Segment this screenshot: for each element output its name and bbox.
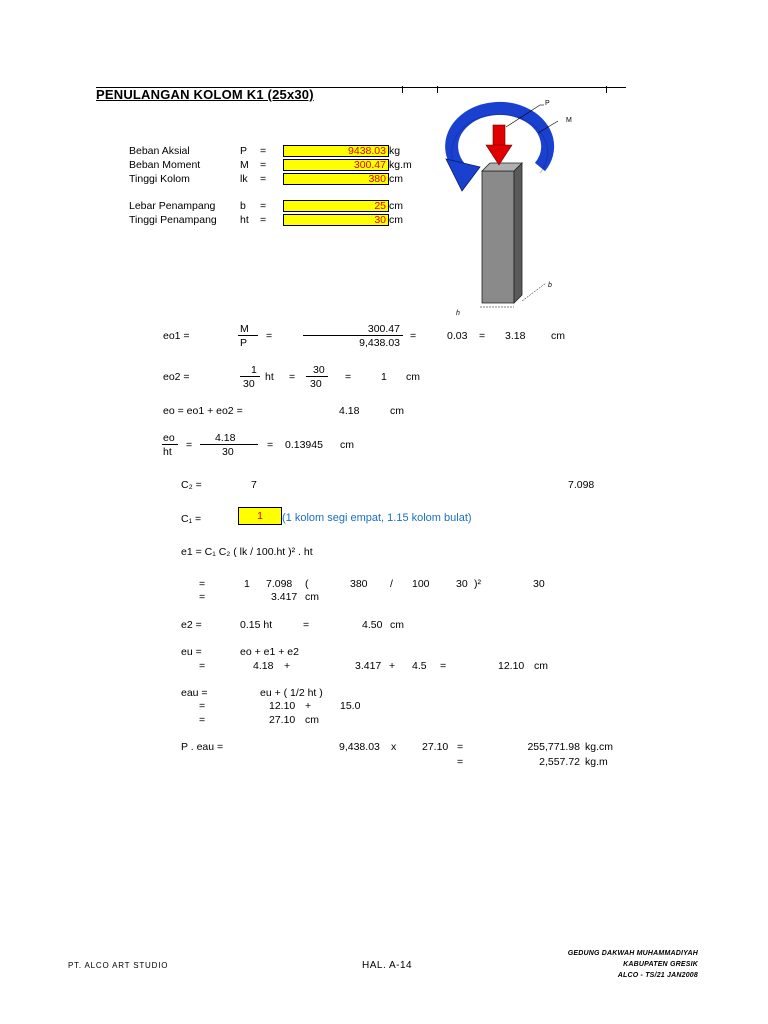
fraction-bar bbox=[200, 444, 258, 445]
e1-p1: ( bbox=[305, 578, 309, 590]
input-value-ht[interactable]: 30 bbox=[283, 214, 389, 226]
eo-formula: eo = eo1 + eo2 = bbox=[163, 405, 243, 417]
c1-label: C₁ = bbox=[181, 513, 202, 525]
input-symbol: b bbox=[240, 200, 246, 212]
eau-b: 15.0 bbox=[340, 700, 361, 712]
eo2-val: 1 bbox=[381, 371, 387, 383]
footer-ref: ALCO - TS/21 JAN2008 bbox=[617, 972, 698, 979]
eo1-unit: cm bbox=[551, 330, 565, 342]
e1-p2: )² bbox=[474, 578, 481, 590]
header-tick bbox=[437, 86, 438, 93]
ratio-vnum: 4.18 bbox=[215, 432, 236, 444]
input-unit: kg bbox=[389, 145, 401, 157]
eu-expr: eo + e1 + e2 bbox=[240, 646, 299, 658]
c2-right: 7.098 bbox=[568, 479, 595, 491]
fraction-bar bbox=[238, 335, 258, 336]
eo1-v2: 3.18 bbox=[505, 330, 526, 342]
eau-val: 27.10 bbox=[269, 714, 296, 726]
input-unit: cm bbox=[389, 173, 403, 185]
eo1-label: eo1 = bbox=[163, 330, 190, 342]
input-symbol: ht bbox=[240, 214, 249, 226]
e1-slash: / bbox=[390, 578, 393, 590]
peau-unit1: kg.cm bbox=[585, 741, 614, 753]
footer-project: GEDUNG DAKWAH MUHAMMADIYAH bbox=[567, 950, 698, 957]
eo1-vnum: 300.47 bbox=[367, 323, 400, 335]
eu-plus1: + bbox=[284, 660, 291, 672]
e1-unit: cm bbox=[305, 591, 319, 603]
ratio-eq: = bbox=[186, 439, 193, 451]
peau-val2: 2,557.72 bbox=[539, 756, 580, 768]
e1-d: 100 bbox=[412, 578, 430, 590]
input-eq: = bbox=[260, 214, 267, 226]
input-unit: cm bbox=[389, 200, 403, 212]
e2-expr: 0.15 ht bbox=[240, 619, 273, 631]
eo1-vden: 9,438.03 bbox=[359, 337, 400, 349]
eu-b: 3.417 bbox=[355, 660, 382, 672]
peau-e: 27.10 bbox=[422, 741, 449, 753]
eo1-eq: = bbox=[266, 330, 273, 342]
ratio-unit: cm bbox=[340, 439, 354, 451]
e1-eq2: = bbox=[199, 591, 206, 603]
peau-x: x bbox=[391, 741, 397, 753]
peau-unit2: kg.m bbox=[585, 756, 608, 768]
eu-eq2: = bbox=[440, 660, 447, 672]
eo2-num: 1 bbox=[251, 364, 257, 376]
figure-label-b: b bbox=[548, 282, 552, 289]
input-symbol: lk bbox=[240, 173, 248, 185]
input-label: Lebar Penampang bbox=[129, 200, 216, 212]
page-title: PENULANGAN KOLOM K1 (25x30) bbox=[96, 87, 314, 102]
input-eq: = bbox=[260, 159, 267, 171]
input-label: Tinggi Penampang bbox=[129, 214, 217, 226]
eu-a: 4.18 bbox=[253, 660, 274, 672]
eau-unit: cm bbox=[305, 714, 319, 726]
input-eq: = bbox=[260, 145, 267, 157]
eo-unit: cm bbox=[390, 405, 404, 417]
eo2-label: eo2 = bbox=[163, 371, 190, 383]
e1-c2: 7.098 bbox=[266, 578, 293, 590]
eu-val: 12.10 bbox=[498, 660, 525, 672]
c2-label: C₂ = bbox=[181, 479, 202, 491]
peau-eq: = bbox=[457, 741, 464, 753]
ratio-den: ht bbox=[163, 446, 172, 458]
eau-plus: + bbox=[305, 700, 312, 712]
eu-plus2: + bbox=[389, 660, 396, 672]
fraction-bar bbox=[306, 376, 328, 377]
peau-label: P . eau = bbox=[181, 741, 224, 753]
c2-val: 7 bbox=[251, 479, 257, 491]
eo2-unit: cm bbox=[406, 371, 420, 383]
header-rule bbox=[96, 87, 626, 88]
peau-eq2: = bbox=[457, 756, 464, 768]
header-tick bbox=[606, 86, 607, 93]
column-side-face bbox=[514, 163, 522, 303]
ratio-num: eo bbox=[163, 432, 175, 444]
eau-eq2: = bbox=[199, 714, 206, 726]
e1-formula: e1 = C₁ C₂ ( lk / 100.ht )² . ht bbox=[181, 546, 313, 558]
ratio-vden: 30 bbox=[222, 446, 234, 458]
eau-label: eau = bbox=[181, 687, 208, 699]
axial-load-arrow-icon bbox=[493, 125, 505, 147]
input-unit: cm bbox=[389, 214, 403, 226]
e2-val: 4.50 bbox=[362, 619, 383, 631]
fraction-bar bbox=[240, 376, 260, 377]
eo1-eq2: = bbox=[410, 330, 417, 342]
input-symbol: M bbox=[240, 159, 249, 171]
eo1-num: M bbox=[240, 323, 249, 335]
eu-eq: = bbox=[199, 660, 206, 672]
eau-a: 12.10 bbox=[269, 700, 296, 712]
e1-eq1: = bbox=[199, 578, 206, 590]
eo1-den: P bbox=[240, 337, 248, 349]
fraction-bar bbox=[303, 335, 403, 336]
footer-location: KABUPATEN GRESIK bbox=[623, 961, 698, 968]
moment-arrowhead-icon bbox=[446, 159, 480, 191]
e1-result: 3.417 bbox=[271, 591, 298, 603]
eo2-eq2: = bbox=[345, 371, 352, 383]
input-eq: = bbox=[260, 173, 267, 185]
input-label: Tinggi Kolom bbox=[129, 173, 190, 185]
eo1-eq3: = bbox=[479, 330, 486, 342]
peau-p: 9,438.03 bbox=[339, 741, 380, 753]
footer-page: HAL. A-14 bbox=[362, 960, 413, 971]
eo-val: 4.18 bbox=[339, 405, 360, 417]
e2-label: e2 = bbox=[181, 619, 202, 631]
e2-unit: cm bbox=[390, 619, 404, 631]
figure-label-p: P bbox=[545, 100, 550, 107]
input-value-p[interactable]: 9438.03 bbox=[283, 145, 389, 157]
eau-expr: eu + ( 1/2 ht ) bbox=[260, 687, 323, 699]
input-value-m[interactable]: 300.47 bbox=[283, 159, 389, 171]
e1-c1: 1 bbox=[244, 578, 250, 590]
eu-c: 4.5 bbox=[412, 660, 427, 672]
e1-ht2: 30 bbox=[533, 578, 545, 590]
input-symbol: P bbox=[240, 145, 248, 157]
e1-lk: 380 bbox=[350, 578, 368, 590]
eu-unit: cm bbox=[534, 660, 548, 672]
e1-ht: 30 bbox=[456, 578, 468, 590]
eo1-v1: 0.03 bbox=[447, 330, 468, 342]
c1-input[interactable]: 1 bbox=[238, 507, 282, 525]
input-unit: kg.m bbox=[389, 159, 412, 171]
column-front-face bbox=[482, 171, 514, 303]
ratio-val: 0.13945 bbox=[285, 439, 323, 451]
figure-label-m: M bbox=[566, 117, 572, 124]
footer-company: PT. ALCO ART STUDIO bbox=[68, 961, 169, 970]
eo2-eq: = bbox=[289, 371, 296, 383]
fraction-bar bbox=[162, 444, 178, 445]
figure-label-h: h bbox=[456, 310, 460, 317]
input-label: Beban Aksial bbox=[129, 145, 190, 157]
input-value-b[interactable]: 25 bbox=[283, 200, 389, 212]
eo2-den: 30 bbox=[243, 378, 255, 390]
eo2-den2: 30 bbox=[310, 378, 322, 390]
eu-label: eu = bbox=[181, 646, 202, 658]
ratio-eq2: = bbox=[267, 439, 274, 451]
header-tick bbox=[402, 86, 403, 93]
c1-note: (1 kolom segi empat, 1.15 kolom bulat) bbox=[282, 512, 472, 524]
eo2-ht: ht bbox=[265, 371, 274, 383]
e2-eq: = bbox=[303, 619, 310, 631]
input-label: Beban Moment bbox=[129, 159, 201, 171]
eau-eq1: = bbox=[199, 700, 206, 712]
input-value-lk[interactable]: 380 bbox=[283, 173, 389, 185]
input-eq: = bbox=[260, 200, 267, 212]
peau-val1: 255,771.98 bbox=[527, 741, 580, 753]
eo2-num2: 30 bbox=[313, 364, 325, 376]
